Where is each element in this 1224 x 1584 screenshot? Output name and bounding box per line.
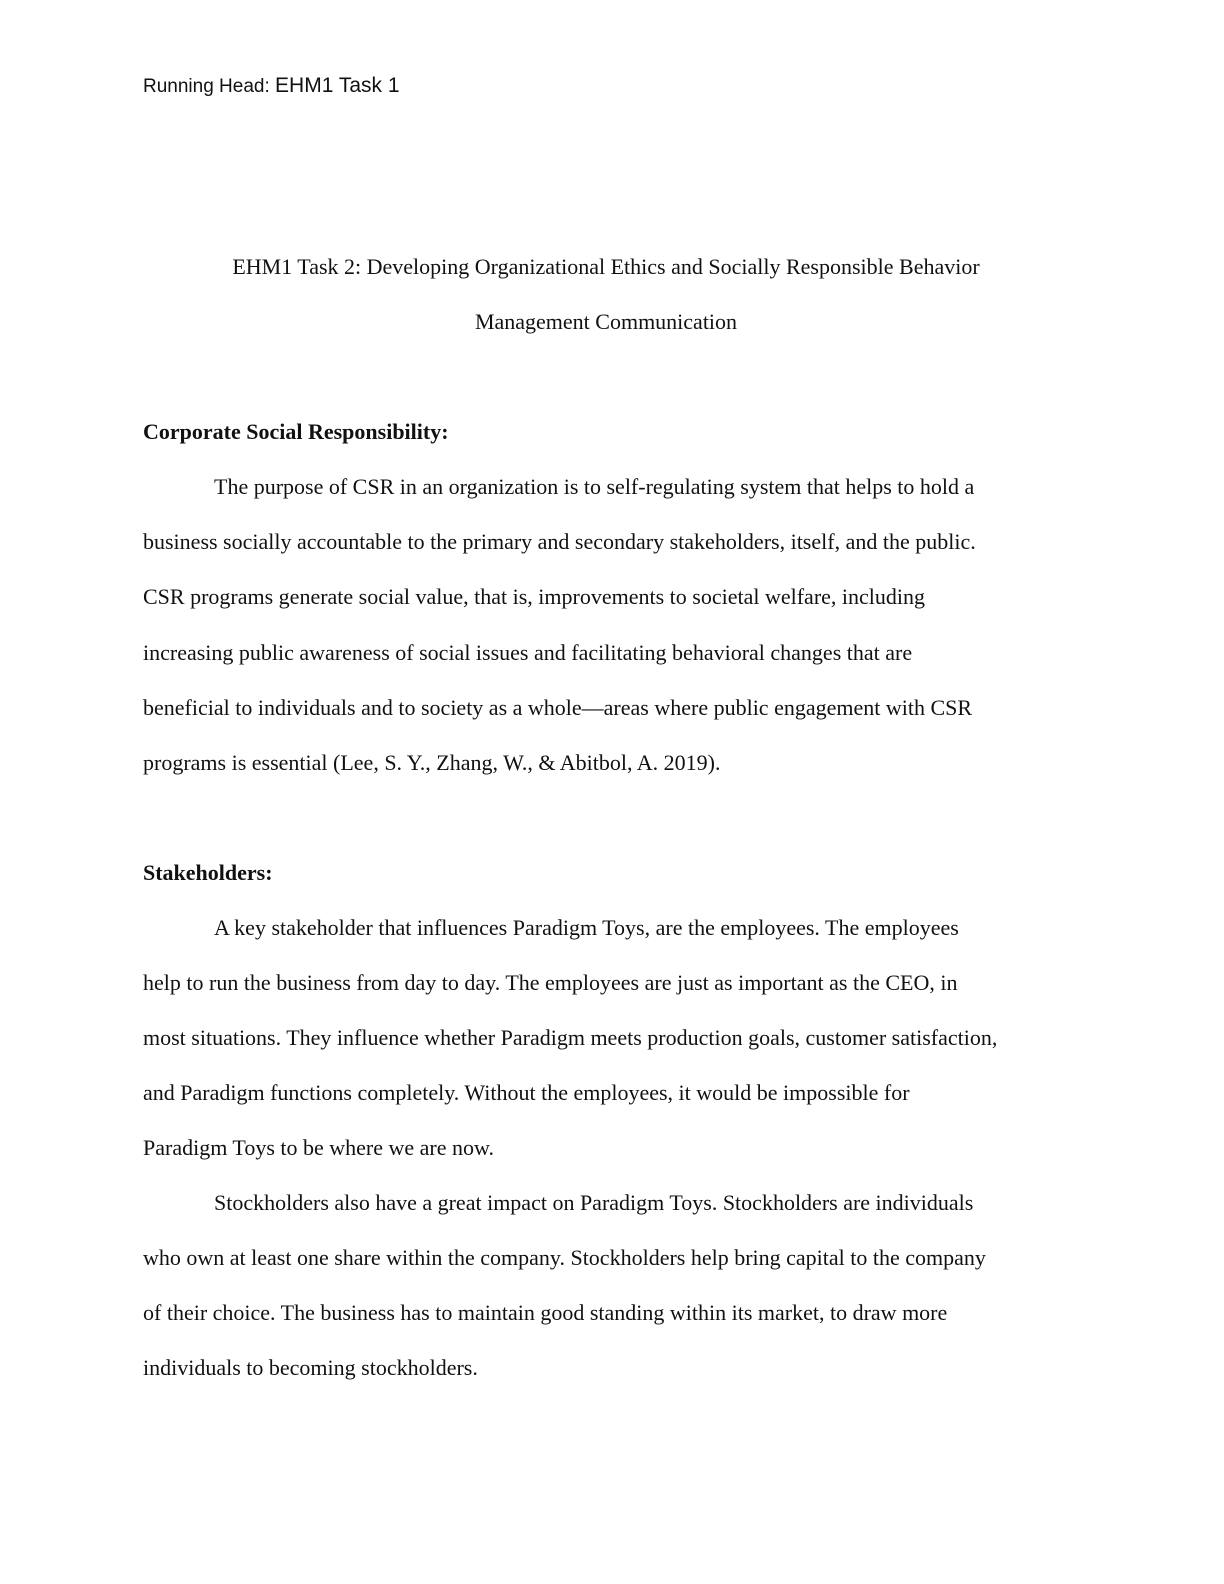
paragraph-line: CSR programs generate social value, that is, improvements to societal welfare, including <box>143 584 926 609</box>
paragraph-line: Paradigm Toys to be where we are now. <box>143 1135 494 1160</box>
paragraph-line: The purpose of CSR in an organization is to self-regulating system that helps to hold a <box>214 474 975 499</box>
paragraph-line: help to run the business from day to day. The employees are just as important as the CEO, in <box>143 970 958 995</box>
paragraph-line: most situations. They influence whether Paradigm meets production goals, customer satisfaction, <box>143 1025 998 1050</box>
paragraph-line: beneficial to individuals and to society as a whole—areas where public engagement with CSR <box>143 695 973 720</box>
paragraph-line: of their choice. The business has to maintain good standing within its market, to draw more <box>143 1300 948 1325</box>
paragraph-line: individuals to becoming stockholders. <box>143 1355 478 1380</box>
paragraph-line: business socially accountable to the primary and secondary stakeholders, itself, and the public. <box>143 529 976 554</box>
paragraph-line: Stockholders also have a great impact on Paradigm Toys. Stockholders are individuals <box>214 1190 974 1215</box>
document-subtitle: Management Communication <box>474 309 738 334</box>
paragraph-line: programs is essential (Lee, S. Y., Zhang, W., & Abitbol, A. 2019). <box>143 750 721 775</box>
section-heading-csr: Corporate Social Responsibility: <box>143 419 449 444</box>
paragraph-line: and Paradigm functions completely. Without the employees, it would be impossible for <box>143 1080 910 1105</box>
paragraph-line: who own at least one share within the company. Stockholders help bring capital to the company <box>143 1245 986 1270</box>
document-title: EHM1 Task 2: Developing Organizational Ethics and Socially Responsible Behavior <box>232 254 980 279</box>
running-head <box>143 72 400 101</box>
section-heading-stakeholders: Stakeholders: <box>143 860 273 885</box>
running-head-label: Running Head: <box>143 76 276 97</box>
running-head-task: EHM1 Task 1 <box>275 74 400 97</box>
paragraph-line: A key stakeholder that influences Paradigm Toys, are the employees. The employees <box>214 915 959 940</box>
paragraph-line: increasing public awareness of social issues and facilitating behavioral changes that are <box>143 640 913 665</box>
